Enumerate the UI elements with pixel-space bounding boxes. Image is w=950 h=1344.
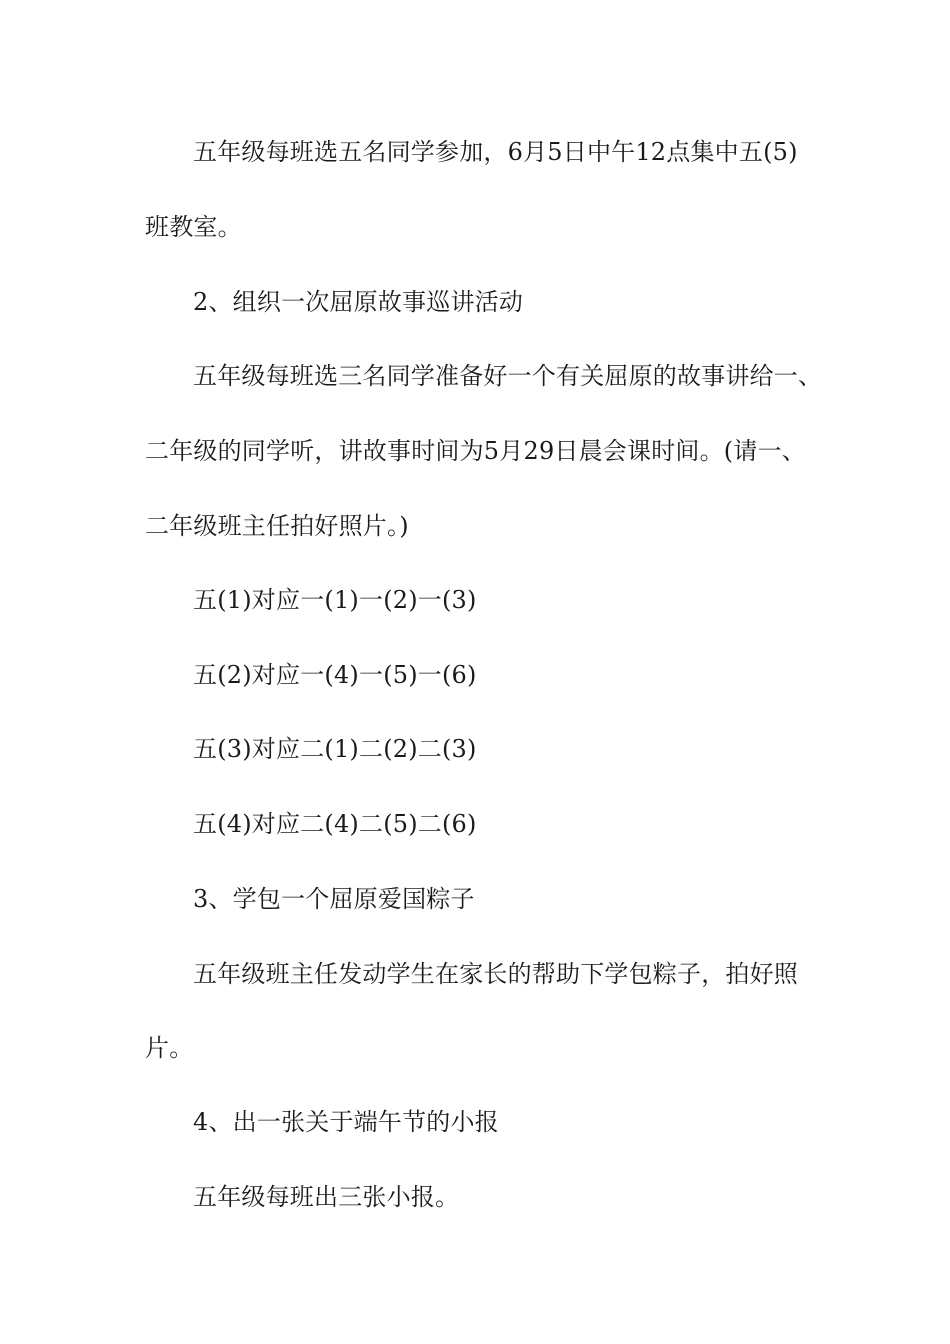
paragraph-line: 二年级的同学听，讲故事时间为5月29日晨会课时间。(请一、 — [145, 437, 806, 465]
list-item: 五(4)对应二(4)二(5)二(6) — [193, 810, 477, 838]
section-heading: 3、学包一个屈原爱国粽子 — [193, 885, 475, 913]
list-item: 五(3)对应二(1)二(2)二(3) — [193, 735, 477, 763]
paragraph-line: 二年级班主任拍好照片。) — [145, 512, 409, 540]
paragraph-line: 五年级每班选三名同学准备好一个有关屈原的故事讲给一、 — [193, 362, 823, 390]
paragraph-line: 片。 — [145, 1034, 194, 1062]
paragraph-line: 五年级每班出三张小报。 — [193, 1183, 460, 1211]
paragraph-line: 班教室。 — [145, 213, 242, 241]
list-item: 五(1)对应一(1)一(2)一(3) — [193, 586, 477, 614]
list-item: 五(2)对应一(4)一(5)一(6) — [193, 661, 477, 689]
paragraph-line: 五年级每班选五名同学参加，6月5日中午12点集中五(5) — [193, 138, 798, 166]
paragraph-line: 五年级班主任发动学生在家长的帮助下学包粽子，拍好照 — [193, 960, 798, 988]
section-heading: 4、出一张关于端午节的小报 — [193, 1108, 499, 1136]
section-heading: 2、组织一次屈原故事巡讲活动 — [193, 288, 524, 316]
